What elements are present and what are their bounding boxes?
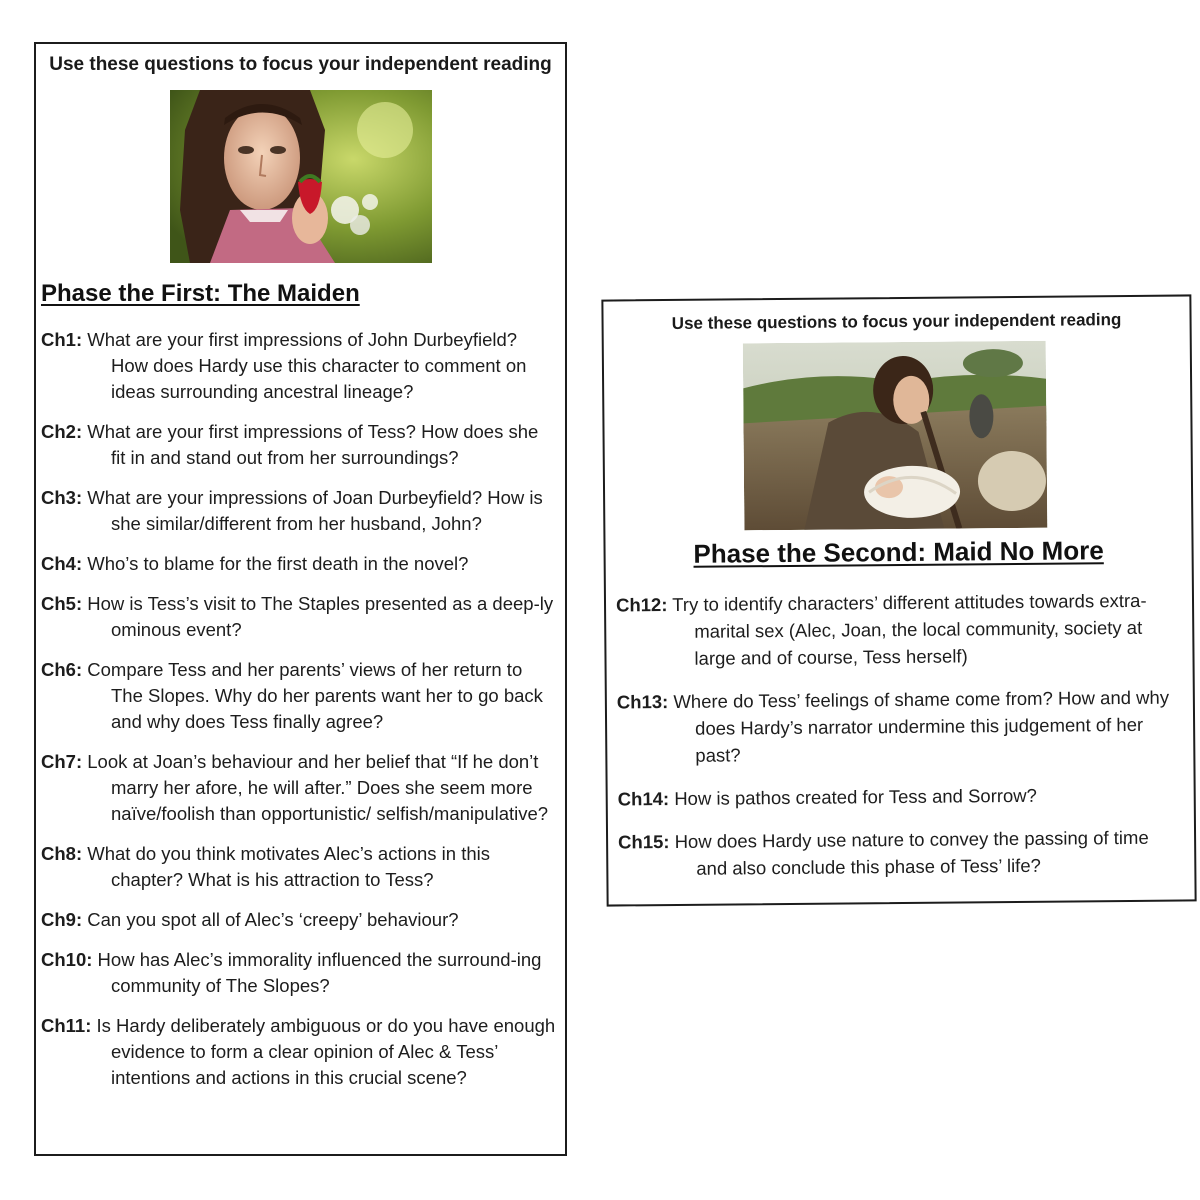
chapter-label: Ch9:: [41, 909, 83, 930]
question-item: [618, 824, 1178, 883]
question-item: [41, 485, 557, 537]
question-text: Look at Joan’s behaviour and her belief that “If he don’t marry her afore, he will after.” Does she seem more naïve/foolish than opportunistic/ selfish/manipulative?: [87, 751, 549, 824]
question-item: [41, 1013, 557, 1091]
question-text: What are your first impressions of John Durbeyfield? How does Hardy use this character to comment on ideas surrounding ancestral lineage?: [87, 329, 527, 402]
question-text: Where do Tess’ feelings of shame come from? How and why does Hardy’s narrator undermine this judgement of her past?: [673, 686, 1170, 766]
question-text: How does Hardy use nature to convey the passing of time and also conclude this phase of Tess’ life?: [674, 826, 1149, 879]
reading-card-phase-1: [34, 42, 567, 1156]
question-item: [41, 327, 557, 405]
chapter-label: Ch4:: [41, 553, 83, 574]
question-item: [41, 419, 557, 471]
chapter-label: Ch10:: [41, 949, 93, 970]
chapter-label: Ch12:: [615, 594, 668, 616]
question-item: [41, 749, 557, 827]
question-item: [41, 657, 557, 735]
question-item: [41, 551, 557, 577]
chapter-label: Ch14:: [617, 788, 670, 810]
question-item: [618, 781, 1178, 813]
question-list: [41, 327, 557, 1105]
chapter-label: Ch8:: [41, 843, 83, 864]
chapter-label: Ch1:: [41, 329, 83, 350]
question-text: How has Alec’s immorality influenced the surround-ing community of The Slopes?: [97, 949, 542, 996]
chapter-label: Ch11:: [41, 1015, 92, 1036]
question-item: [617, 684, 1178, 770]
question-item: [41, 947, 557, 999]
tess-baby-photo: [743, 341, 1048, 531]
chapter-label: Ch6:: [41, 659, 83, 680]
chapter-label: Ch5:: [41, 593, 83, 614]
question-text: What are your impressions of Joan Durbeyfield? How is she similar/different from her husband, John?: [87, 487, 543, 534]
card-header: Use these questions to focus your independent reading: [49, 54, 552, 75]
question-text: Try to identify characters’ different attitudes towards extra-marital sex (Alec, Joan, the local community, society at large and of course, Tess herself): [672, 589, 1147, 669]
phase-title: Phase the First: The Maiden: [41, 280, 360, 307]
question-text: How is pathos created for Tess and Sorrow?: [674, 784, 1037, 809]
question-item: [616, 587, 1177, 673]
question-text: Compare Tess and her parents’ views of her return to The Slopes. Why do her parents want her to go back and why does Tess finally agree?: [87, 659, 543, 732]
question-text: Is Hardy deliberately ambiguous or do you have enough evidence to form a clear opinion of Alec & Tess’ intentions and actions in this crucial scene?: [96, 1015, 556, 1088]
chapter-label: Ch13:: [616, 691, 669, 713]
question-text: Who’s to blame for the first death in the novel?: [87, 553, 469, 574]
question-text: How is Tess’s visit to The Staples presented as a deep-ly ominous event?: [87, 593, 554, 640]
tess-strawberry-photo: [170, 90, 432, 263]
card-header: Use these questions to focus your independent reading: [671, 310, 1122, 333]
question-text: What are your first impressions of Tess? How does she fit in and stand out from her surroundings?: [87, 421, 539, 468]
chapter-label: Ch7:: [41, 751, 83, 772]
chapter-label: Ch2:: [41, 421, 83, 442]
question-item: [41, 591, 557, 643]
phase-title: Phase the Second: Maid No More: [693, 535, 1104, 569]
question-text: Can you spot all of Alec’s ‘creepy’ behaviour?: [87, 909, 459, 930]
question-list: [616, 587, 1179, 899]
reading-card-phase-2: [601, 294, 1196, 906]
question-item: [41, 841, 557, 893]
chapter-label: Ch3:: [41, 487, 83, 508]
question-text: What do you think motivates Alec’s actions in this chapter? What is his attraction to Tess?: [87, 843, 491, 890]
chapter-label: Ch15:: [618, 831, 670, 853]
question-item: [41, 907, 557, 933]
